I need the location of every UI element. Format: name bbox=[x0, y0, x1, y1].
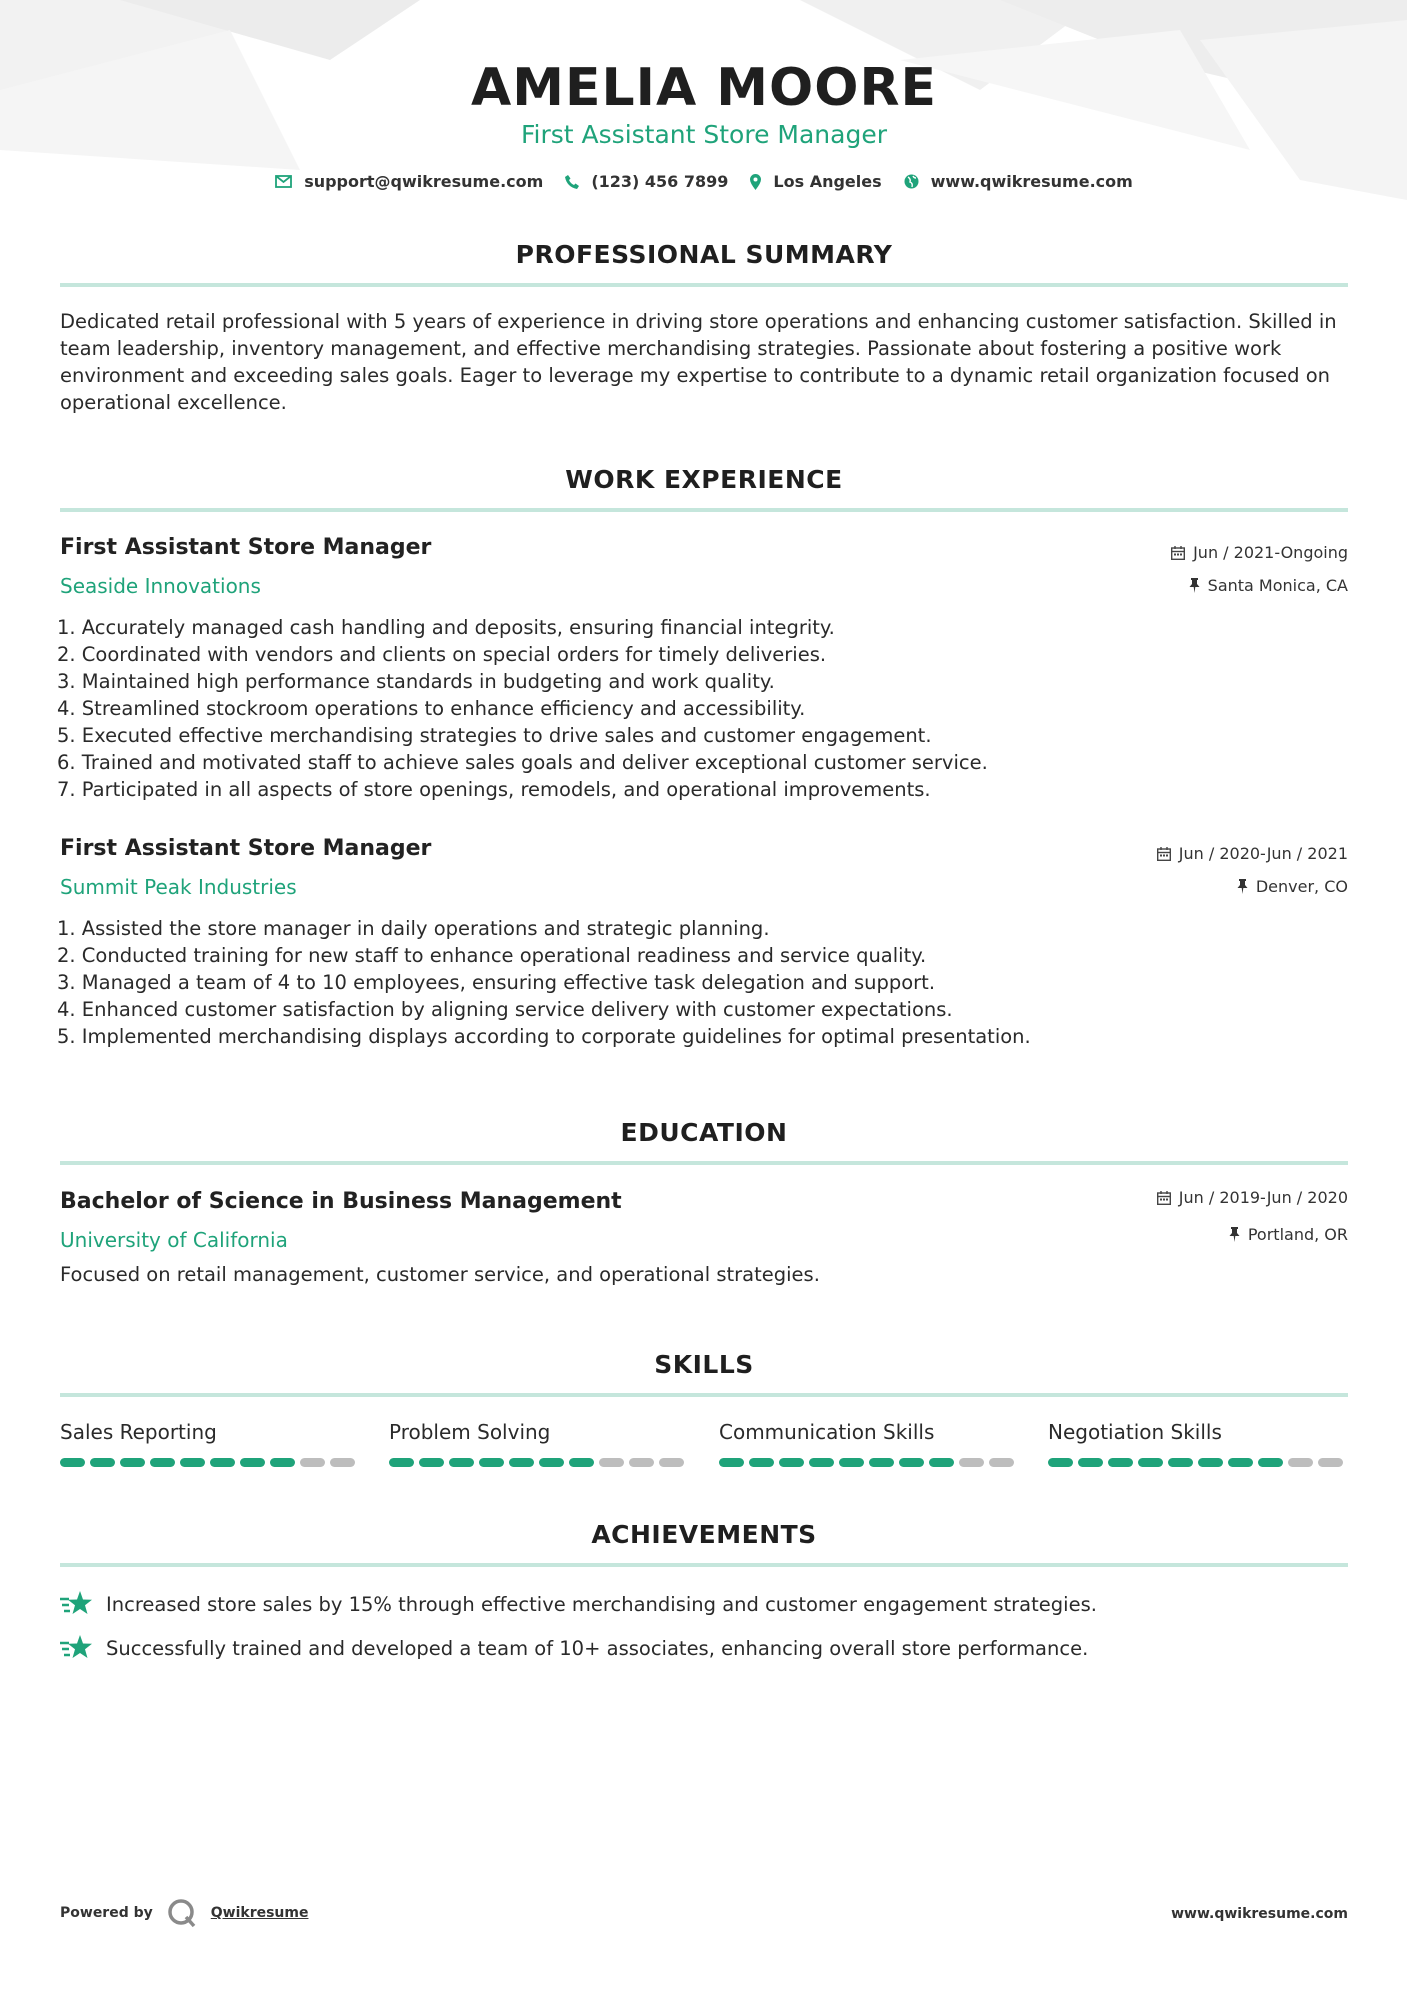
skill-segment-filled bbox=[1108, 1458, 1133, 1467]
skill-segment-filled bbox=[1048, 1458, 1073, 1467]
skill-level-bar bbox=[389, 1458, 689, 1467]
skill-segment-filled bbox=[719, 1458, 744, 1467]
skill-segment-filled bbox=[839, 1458, 864, 1467]
job-dates-text: Jun / 2021-Ongoing bbox=[1193, 543, 1348, 562]
skill-level-bar bbox=[719, 1458, 1019, 1467]
skill-item bbox=[1048, 1420, 1348, 1467]
job-title: First Assistant Store Manager bbox=[60, 836, 432, 861]
job-location-text: Denver, CO bbox=[1255, 877, 1348, 896]
pushpin-icon bbox=[1189, 578, 1200, 593]
candidate-title: First Assistant Store Manager bbox=[520, 120, 887, 149]
skill-segment-filled bbox=[509, 1458, 534, 1467]
achievement-text: Increased store sales by 15% through effective merchandising and customer engagement strategies. bbox=[106, 1592, 1097, 1616]
skill-segment-filled bbox=[1258, 1458, 1283, 1467]
calendar-icon bbox=[1171, 546, 1185, 560]
skill-segment-filled bbox=[539, 1458, 564, 1467]
star-icon bbox=[60, 1634, 92, 1662]
skills-heading: SKILLS bbox=[654, 1350, 754, 1379]
skill-segment-filled bbox=[1198, 1458, 1223, 1467]
achievement-text: Successfully trained and developed a team of 10+ associates, enhancing overall store performance. bbox=[106, 1636, 1089, 1660]
summary-text: Dedicated retail professional with 5 years of experience in driving store operations and enhancing customer satisfaction. Skilled in team leadership, inventory management, and effective merchandising strategies. Passionate about fostering a positive work environment and exceeding sales goals. Eager to leverage my expertise to contribute to a dynamic retail organization focused on operational excellence. bbox=[60, 310, 1337, 414]
skill-segment-filled bbox=[809, 1458, 834, 1467]
email-text: support@qwikresume.com bbox=[304, 172, 544, 191]
list-item: 5. Executed effective merchandising strategies to drive sales and customer engagement. bbox=[57, 724, 932, 747]
education-location bbox=[1229, 1225, 1348, 1244]
job-company: Summit Peak Industries bbox=[60, 875, 297, 899]
summary-divider bbox=[60, 283, 1348, 287]
skill-segment-empty bbox=[1288, 1458, 1313, 1467]
location-text: Los Angeles bbox=[773, 172, 882, 191]
skills-divider bbox=[60, 1393, 1348, 1397]
school-name: University of California bbox=[60, 1228, 288, 1252]
skill-segment-filled bbox=[479, 1458, 504, 1467]
job-dates-text: Jun / 2020-Jun / 2021 bbox=[1178, 844, 1348, 863]
skill-level-bar bbox=[1048, 1458, 1348, 1467]
skill-segment-empty bbox=[300, 1458, 325, 1467]
education-heading: EDUCATION bbox=[620, 1118, 788, 1147]
skill-segment-empty bbox=[989, 1458, 1014, 1467]
job-location bbox=[1189, 576, 1348, 595]
calendar-icon bbox=[1157, 847, 1171, 861]
skill-segment-empty bbox=[659, 1458, 684, 1467]
skill-segment-filled bbox=[240, 1458, 265, 1467]
achievements-heading: ACHIEVEMENTS bbox=[591, 1520, 817, 1549]
job-bullets bbox=[57, 614, 1347, 803]
list-item: 4. Streamlined stockroom operations to enhance efficiency and accessibility. bbox=[57, 697, 806, 720]
pushpin-icon bbox=[1229, 1227, 1240, 1242]
list-item: 3. Managed a team of 4 to 10 employees, ensuring effective task delegation and support. bbox=[57, 971, 936, 994]
skill-item bbox=[389, 1420, 689, 1467]
contact-bar bbox=[60, 172, 1348, 191]
achievements-divider bbox=[60, 1563, 1348, 1567]
qwikresume-logo-icon bbox=[167, 1898, 197, 1928]
list-item: 2. Coordinated with vendors and clients on special orders for timely deliveries. bbox=[57, 643, 827, 666]
skill-segment-filled bbox=[150, 1458, 175, 1467]
skill-segment-filled bbox=[120, 1458, 145, 1467]
skill-segment-filled bbox=[449, 1458, 474, 1467]
skill-segment-filled bbox=[90, 1458, 115, 1467]
powered-by-label: Powered by bbox=[60, 1905, 153, 1921]
job-location-text: Santa Monica, CA bbox=[1207, 576, 1348, 595]
skill-name: Sales Reporting bbox=[60, 1420, 217, 1444]
list-item: 1. Accurately managed cash handling and deposits, ensuring financial integrity. bbox=[57, 616, 835, 639]
brand-link[interactable]: Qwikresume bbox=[210, 1905, 309, 1921]
list-item: 5. Implemented merchandising displays according to corporate guidelines for optimal presentation. bbox=[57, 1025, 1031, 1048]
job-company: Seaside Innovations bbox=[60, 574, 261, 598]
skill-segment-filled bbox=[270, 1458, 295, 1467]
skill-segment-filled bbox=[60, 1458, 85, 1467]
job-location bbox=[1237, 877, 1348, 896]
skill-level-bar bbox=[60, 1458, 360, 1467]
job-dates bbox=[1171, 543, 1348, 562]
education-dates-text: Jun / 2019-Jun / 2020 bbox=[1178, 1188, 1348, 1207]
calendar-icon bbox=[1157, 1191, 1171, 1205]
phone-text: (123) 456 7899 bbox=[591, 172, 729, 191]
skill-name: Negotiation Skills bbox=[1048, 1420, 1222, 1444]
skill-item bbox=[60, 1420, 360, 1467]
list-item: 1. Assisted the store manager in daily operations and strategic planning. bbox=[57, 917, 770, 940]
footer-website[interactable]: www.qwikresume.com bbox=[1171, 1906, 1348, 1922]
skill-segment-filled bbox=[1078, 1458, 1103, 1467]
footer-powered-by bbox=[60, 1898, 308, 1928]
skill-segment-filled bbox=[569, 1458, 594, 1467]
skill-segment-filled bbox=[1138, 1458, 1163, 1467]
star-icon bbox=[60, 1590, 92, 1618]
skill-item bbox=[719, 1420, 1019, 1467]
list-item: 2. Conducted training for new staff to enhance operational readiness and service quality. bbox=[57, 944, 927, 967]
candidate-name: AMELIA MOORE bbox=[470, 58, 938, 118]
skill-segment-filled bbox=[180, 1458, 205, 1467]
skill-segment-empty bbox=[1318, 1458, 1343, 1467]
experience-divider bbox=[60, 508, 1348, 512]
skill-segment-filled bbox=[419, 1458, 444, 1467]
skill-segment-filled bbox=[389, 1458, 414, 1467]
skill-segment-filled bbox=[869, 1458, 894, 1467]
achievement-item bbox=[60, 1590, 1097, 1618]
skill-segment-filled bbox=[749, 1458, 774, 1467]
skill-segment-empty bbox=[959, 1458, 984, 1467]
job-title: First Assistant Store Manager bbox=[60, 535, 432, 560]
education-location-text: Portland, OR bbox=[1247, 1225, 1348, 1244]
skill-segment-filled bbox=[210, 1458, 235, 1467]
envelope-icon bbox=[275, 175, 292, 188]
achievement-item bbox=[60, 1634, 1088, 1662]
education-dates bbox=[1157, 1188, 1348, 1207]
job-bullets bbox=[57, 915, 1347, 1050]
summary-heading: PROFESSIONAL SUMMARY bbox=[515, 240, 893, 269]
contact-phone[interactable] bbox=[565, 172, 728, 191]
contact-email[interactable] bbox=[275, 172, 543, 191]
website-text: www.qwikresume.com bbox=[930, 172, 1133, 191]
contact-website[interactable] bbox=[904, 172, 1133, 191]
skill-name: Problem Solving bbox=[389, 1420, 551, 1444]
job-dates bbox=[1157, 844, 1348, 863]
skill-segment-empty bbox=[330, 1458, 355, 1467]
skill-segment-empty bbox=[599, 1458, 624, 1467]
skill-segment-filled bbox=[779, 1458, 804, 1467]
degree-title: Bachelor of Science in Business Management bbox=[60, 1189, 622, 1214]
skill-segment-filled bbox=[1228, 1458, 1253, 1467]
pushpin-icon bbox=[1237, 879, 1248, 894]
list-item: 6. Trained and motivated staff to achieve sales goals and deliver exceptional customer service. bbox=[57, 751, 988, 774]
skill-name: Communication Skills bbox=[719, 1420, 935, 1444]
phone-icon bbox=[565, 175, 579, 189]
list-item: 7. Participated in all aspects of store openings, remodels, and operational improvements. bbox=[57, 778, 931, 801]
skill-segment-filled bbox=[899, 1458, 924, 1467]
skill-segment-filled bbox=[1168, 1458, 1193, 1467]
skill-segment-filled bbox=[929, 1458, 954, 1467]
skill-segment-empty bbox=[629, 1458, 654, 1467]
list-item: 4. Enhanced customer satisfaction by aligning service delivery with customer expectations. bbox=[57, 998, 953, 1021]
contact-location bbox=[750, 172, 881, 191]
map-pin-icon bbox=[750, 174, 761, 190]
list-item: 3. Maintained high performance standards in budgeting and work quality. bbox=[57, 670, 775, 693]
education-divider bbox=[60, 1161, 1348, 1165]
globe-icon bbox=[904, 174, 919, 189]
experience-heading: WORK EXPERIENCE bbox=[565, 465, 843, 494]
education-description: Focused on retail management, customer service, and operational strategies. bbox=[60, 1263, 820, 1286]
